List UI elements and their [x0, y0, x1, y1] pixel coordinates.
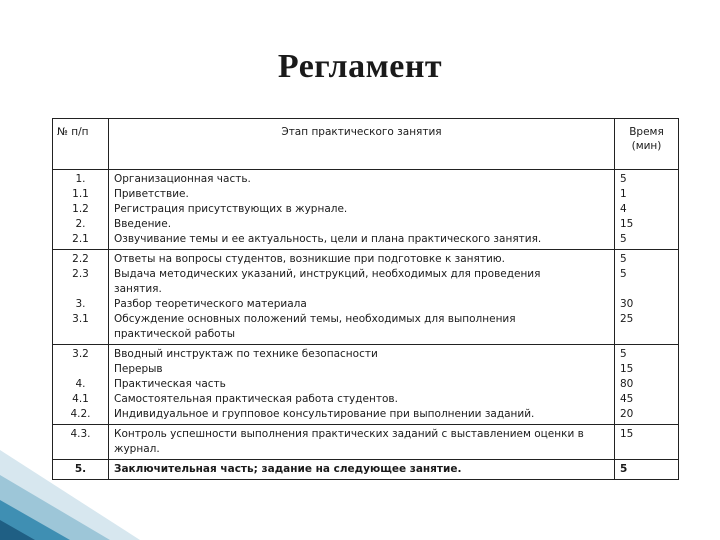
row-time-line: 5 [620, 173, 627, 185]
header-number: № п/п [53, 119, 109, 170]
row-step-line: Введение. [114, 218, 172, 230]
row-time-line: 5 [620, 348, 627, 360]
row-number-line: 3.1 [72, 313, 89, 325]
row-time-line: 5 [620, 268, 627, 280]
row-time-line: 5 [620, 233, 627, 245]
row-step-line: Регистрация присутствующих в журнале. [114, 203, 348, 215]
row-step-line: Самостоятельная практическая работа студентов. [114, 393, 398, 405]
header-time [615, 119, 679, 170]
row-number-line [57, 362, 104, 377]
row-step-cell [109, 345, 615, 425]
row-step-line: Озвучивание темы и ее актуальность, цели и плана практического занятия. [114, 233, 542, 245]
row-time-line [620, 282, 674, 297]
row-number-line: 2.2 [72, 253, 89, 265]
row-step-line: Приветствие. [114, 188, 189, 200]
row-number-cell [53, 250, 109, 345]
row-step-cell [109, 425, 615, 460]
row-time-line: 15 [620, 428, 634, 440]
row-number-line: 5. [74, 463, 87, 475]
table-row [53, 425, 679, 460]
row-number-line: 3. [75, 298, 86, 310]
table-row [53, 250, 679, 345]
row-step-line: Организационная часть. [114, 173, 251, 185]
row-time-line [620, 442, 674, 457]
row-number-line [57, 442, 104, 457]
page-title: Регламент [277, 48, 443, 85]
row-time-line [620, 327, 674, 342]
table-row [53, 170, 679, 250]
table-row [53, 345, 679, 425]
row-step-line: Обсуждение основных положений темы, необходимых для выполнения [114, 313, 516, 325]
row-time-line: 15 [620, 218, 634, 230]
row-time-cell [615, 170, 679, 250]
row-number-line: 4.2. [70, 408, 91, 420]
header-time-line2: (мин) [631, 140, 662, 152]
row-step-cell [109, 460, 615, 480]
row-step-line: Ответы на вопросы студентов, возникшие при подготовке к занятию. [114, 253, 505, 265]
row-time-cell [615, 425, 679, 460]
row-time-line: 15 [620, 363, 634, 375]
row-step-line: Вводный инструктаж по технике безопасности [114, 348, 378, 360]
header-time-line1: Время [629, 126, 664, 138]
row-number-cell [53, 170, 109, 250]
row-time-line: 5 [620, 463, 628, 475]
row-time-cell [615, 460, 679, 480]
table-header-row [53, 119, 679, 170]
row-number-line: 4. [75, 378, 86, 390]
row-number-line: 2. [75, 218, 86, 230]
row-time-line: 30 [620, 298, 634, 310]
row-step-line: Практическая часть [114, 378, 226, 390]
row-step-line: Перерыв [114, 363, 163, 375]
row-step-line: Разбор теоретического материала [114, 298, 307, 310]
row-time-line: 25 [620, 313, 634, 325]
header-step: Этап практического занятия [109, 119, 615, 170]
row-time-cell [615, 250, 679, 345]
row-number-line: 1.1 [72, 188, 89, 200]
row-step-line: Индивидуальное и групповое консультирование при выполнении заданий. [114, 408, 535, 420]
row-number-line [57, 327, 104, 342]
row-number-line: 1. [75, 173, 86, 185]
row-time-line: 4 [620, 203, 627, 215]
row-step-line: практической работы [114, 328, 236, 340]
row-step-line: Заключительная часть; задание на следующее занятие. [114, 463, 462, 475]
row-step-cell [109, 170, 615, 250]
row-number-line: 1.2 [72, 203, 89, 215]
row-time-line: 45 [620, 393, 634, 405]
row-number-cell [53, 425, 109, 460]
row-time-cell [615, 345, 679, 425]
row-step-line: журнал. [114, 443, 160, 455]
row-number-line: 4.3. [70, 428, 91, 440]
table-row [53, 460, 679, 480]
row-step-line: Выдача методических указаний, инструкций, необходимых для проведения [114, 268, 541, 280]
row-number-line [57, 282, 104, 297]
row-number-cell [53, 345, 109, 425]
row-number-line: 2.3 [72, 268, 89, 280]
row-time-line: 5 [620, 253, 627, 265]
row-time-line: 1 [620, 188, 627, 200]
row-number-line: 2.1 [72, 233, 89, 245]
row-step-line: занятия. [114, 283, 162, 295]
row-step-cell [109, 250, 615, 345]
row-time-line: 20 [620, 408, 634, 420]
row-time-line: 80 [620, 378, 634, 390]
row-number-line: 4.1 [72, 393, 89, 405]
row-number-cell [53, 460, 109, 480]
schedule-table [52, 118, 679, 480]
row-step-line: Контроль успешности выполнения практических заданий с выставлением оценки в [114, 428, 584, 440]
row-number-line: 3.2 [72, 348, 89, 360]
